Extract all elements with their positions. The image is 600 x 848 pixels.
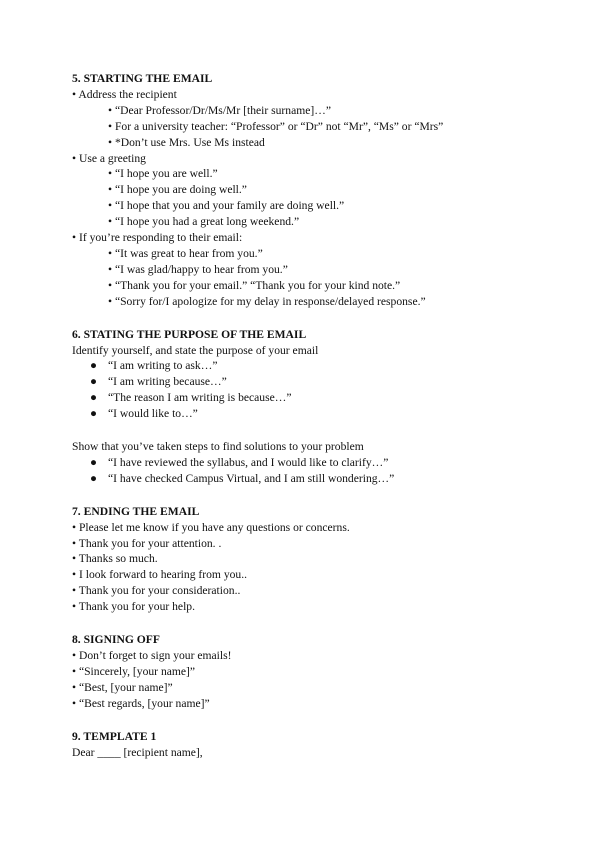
list-item: • “Best, [your name]” (72, 680, 173, 694)
bullet-dot-icon: ● (90, 359, 98, 373)
document-body (72, 71, 542, 760)
list-item: • Thank you for your help. (72, 600, 195, 614)
list-item: • Address the recipient (72, 87, 177, 101)
bullet-dot-icon: ● (90, 391, 98, 405)
section-heading-signing: 8. SIGNING OFF (72, 633, 160, 647)
section-heading-ending: 7. ENDING THE EMAIL (72, 504, 200, 518)
list-item: • “Best regards, [your name]” (72, 696, 210, 710)
sub-list-item: • “Thank you for your email.” “Thank you for your kind note.” (108, 278, 401, 292)
list-item (72, 471, 542, 487)
list-item: • Don’t forget to sign your emails! (72, 649, 232, 662)
list-item: • If you’re responding to their email: (72, 231, 243, 245)
sub-list-item: • “Sorry for/I apologize for my delay in response/delayed response.” (108, 294, 426, 308)
template-salutation: Dear ____ [recipient name], (72, 745, 203, 759)
list-item: • “Sincerely, [your name]” (72, 664, 196, 678)
list-item: • Thanks so much. (72, 552, 158, 566)
list-item (72, 455, 542, 471)
list-item-text: “I am writing to ask…” (108, 359, 218, 373)
list-item (72, 390, 542, 406)
list-item-text: “The reason I am writing is because…” (108, 391, 292, 405)
bullet-dot-icon: ● (90, 455, 98, 469)
spacer (72, 487, 542, 504)
list-item: • Thank you for your attention. . (72, 536, 222, 550)
sub-list-item: • “I hope you are doing well.” (108, 183, 247, 197)
section-heading-purpose: 6. STATING THE PURPOSE OF THE EMAIL (72, 327, 307, 341)
spacer (72, 422, 542, 439)
list-item: • Thank you for your consideration.. (72, 584, 241, 598)
list-item: • Use a greeting (72, 151, 146, 165)
paragraph: Show that you’ve taken steps to find solutions to your problem (72, 440, 364, 454)
list-item (72, 406, 542, 422)
section-heading-starting: 5. STARTING THE EMAIL (72, 72, 213, 85)
list-item-text: “I have reviewed the syllabus, and I would like to clarify…” (108, 455, 389, 469)
sub-list-item: • “I hope you had a great long weekend.” (108, 215, 300, 229)
section-heading-template: 9. TEMPLATE 1 (72, 729, 157, 743)
paragraph: Identify yourself, and state the purpose of your email (72, 343, 319, 357)
list-item-text: “I have checked Campus Virtual, and I am still wondering…” (108, 471, 395, 485)
sub-list-item: • “It was great to hear from you.” (108, 246, 263, 260)
bullet-dot-icon: ● (90, 375, 98, 389)
list-item: • Please let me know if you have any questions or concerns. (72, 520, 350, 534)
sub-list-item: • “I hope that you and your family are doing well.” (108, 199, 345, 213)
list-item (72, 358, 542, 374)
list-item (72, 374, 542, 390)
spacer (72, 712, 542, 729)
sub-list-item: • “I hope you are well.” (108, 167, 218, 181)
sub-list-item: • “Dear Professor/Dr/Ms/Mr [their surname]…” (108, 103, 331, 117)
spacer (72, 310, 542, 327)
spacer (72, 615, 542, 632)
bullet-dot-icon: ● (90, 407, 98, 421)
list-item-text: “I would like to…” (108, 407, 198, 421)
list-item-text: “I am writing because…” (108, 375, 227, 389)
sub-list-item: • For a university teacher: “Professor” or “Dr” not “Mr”, “Ms” or “Mrs” (108, 119, 444, 133)
sub-list-item: • “I was glad/happy to hear from you.” (108, 262, 288, 276)
sub-list-item: • *Don’t use Mrs. Use Ms instead (108, 135, 265, 149)
list-item: • I look forward to hearing from you.. (72, 568, 248, 582)
bullet-dot-icon: ● (90, 471, 98, 485)
